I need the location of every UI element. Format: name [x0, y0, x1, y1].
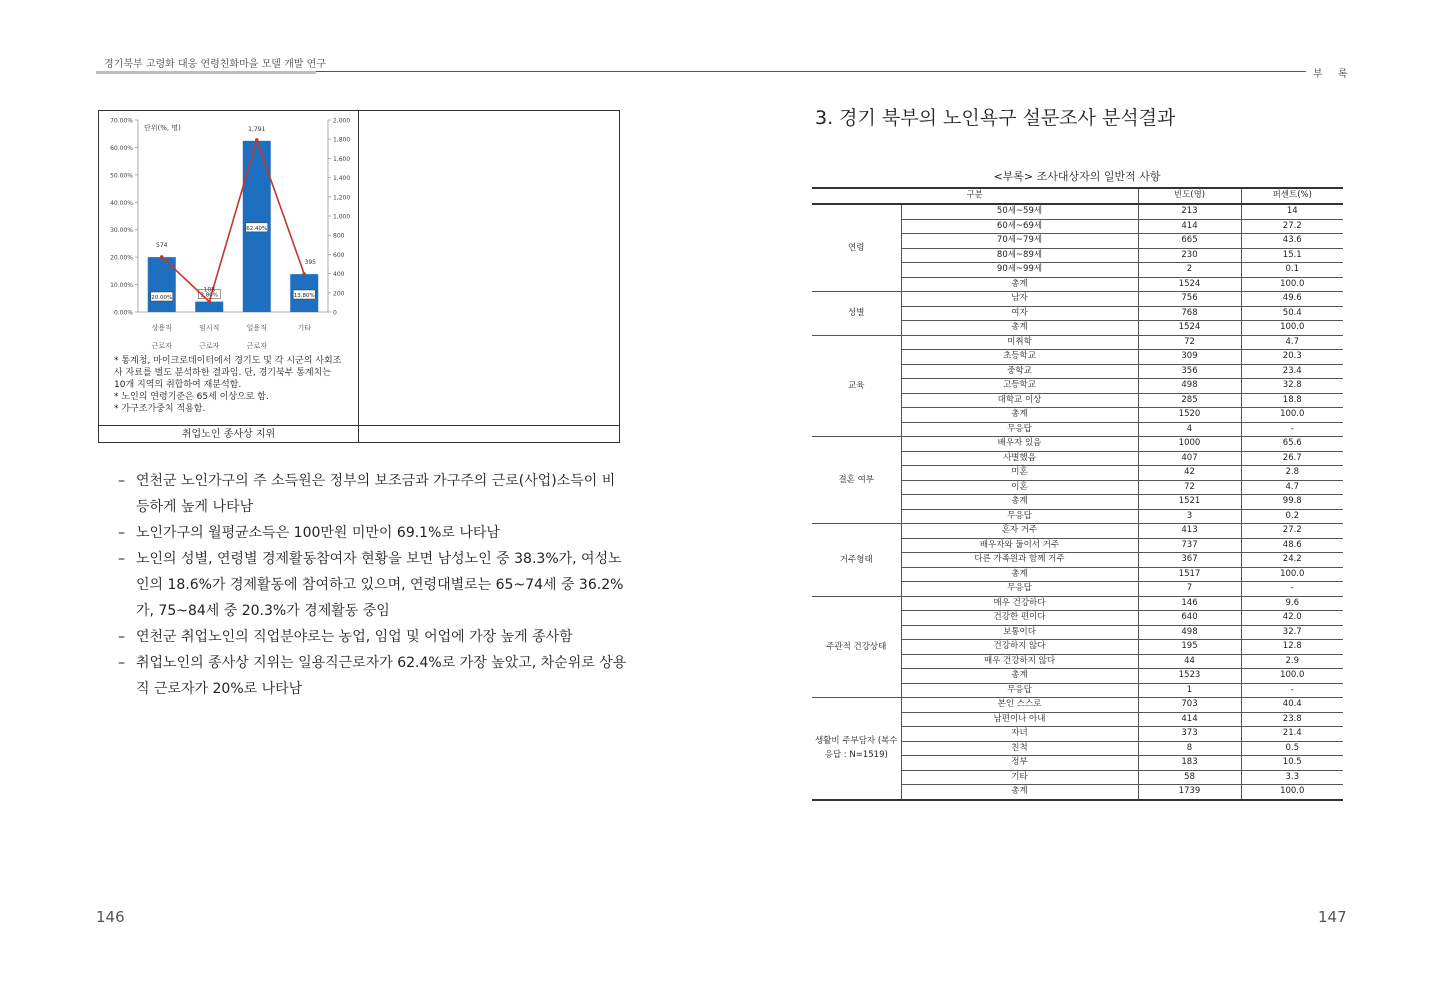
figure-note-line: * 통계청, 마이크로데이터에서 경기도 및 각 시군의 사회조	[114, 356, 342, 366]
table-row	[812, 596, 1343, 611]
table-cell-item: 여자	[901, 306, 1138, 321]
table-group-label: 생활비 주부담자 (복수응답 : N=1519)	[812, 698, 901, 800]
table-cell-item: 70세~79세	[901, 234, 1138, 249]
line-point	[207, 300, 211, 304]
table-cell-item: 총계	[901, 408, 1138, 423]
table-group-label: 거주형태	[812, 524, 901, 597]
table-cell-item: 무응답	[901, 683, 1138, 698]
table-cell-frequency: 146	[1138, 596, 1241, 611]
table-cell-frequency: 44	[1138, 654, 1241, 669]
figure-note-line: * 노인의 연령기준은 65세 이상으로 함.	[114, 392, 269, 402]
line-point	[255, 138, 259, 142]
table-cell-item: 중학교	[901, 364, 1138, 379]
table-cell-percent: 100.0	[1241, 567, 1343, 582]
table-cell-percent: 23.8	[1241, 712, 1343, 727]
bullet-list	[118, 468, 628, 702]
line-data-label: 395	[304, 259, 316, 267]
right-tick-label: 1,800	[333, 136, 351, 144]
section-label: 부 록	[1313, 69, 1354, 80]
right-tick-label: 2,000	[333, 117, 351, 125]
table-cell-item: 무응답	[901, 582, 1138, 597]
table-cell-frequency: 414	[1138, 712, 1241, 727]
table-cell-item: 남편이나 아내	[901, 712, 1138, 727]
table-cell-percent: 100.0	[1241, 408, 1343, 423]
table-cell-frequency: 703	[1138, 698, 1241, 713]
table-cell-frequency: 756	[1138, 292, 1241, 307]
table-cell-item: 총계	[901, 277, 1138, 292]
table-cell-frequency: 1739	[1138, 785, 1241, 800]
table-cell-percent: -	[1241, 582, 1343, 597]
table-cell-frequency: 1524	[1138, 277, 1241, 292]
table-title: <부록> 조사대상자의 일반적 사항	[993, 170, 1161, 183]
table-cell-frequency: 356	[1138, 364, 1241, 379]
section-title: 3. 경기 북부의 노인욕구 설문조사 분석결과	[815, 107, 1176, 129]
bullet-item: – 취업노인의 종사상 지위는 일용직근로자가 62.4%로 가장 높았고, 차순위로 상용직 근로자가 20%로 나타남	[118, 650, 628, 702]
table-header-category: 구분	[812, 188, 1138, 204]
table-cell-item: 고등학교	[901, 379, 1138, 394]
left-tick-label: 50.00%	[110, 172, 133, 180]
table-cell-item: 보통이다	[901, 625, 1138, 640]
table-cell-item: 무응답	[901, 422, 1138, 437]
table-cell-percent: 23.4	[1241, 364, 1343, 379]
table-group-label: 주관적 건강상태	[812, 596, 901, 698]
table-cell-percent: 40.4	[1241, 698, 1343, 713]
table-cell-frequency: 640	[1138, 611, 1241, 626]
table-cell-percent: 20.3	[1241, 350, 1343, 365]
table-cell-percent: 3.3	[1241, 770, 1343, 785]
table-cell-frequency: 1523	[1138, 669, 1241, 684]
line-data-label: 574	[156, 241, 168, 249]
right-tick-label: 1,600	[333, 155, 351, 163]
table-cell-percent: -	[1241, 422, 1343, 437]
table-cell-frequency: 183	[1138, 756, 1241, 771]
page-number-left: 146	[96, 908, 125, 926]
table-cell-item: 사별했음	[901, 451, 1138, 466]
table-cell-frequency: 414	[1138, 219, 1241, 234]
demographics-table	[812, 187, 1343, 801]
table-cell-frequency: 42	[1138, 466, 1241, 481]
running-title: 경기북부 고령화 대응 연령친화마을 모델 개발 연구	[104, 59, 326, 70]
table-cell-percent: 43.6	[1241, 234, 1343, 249]
table-cell-percent: 10.5	[1241, 756, 1343, 771]
bar-data-label: 20.00%	[151, 295, 173, 301]
table-group-label: 결혼 여부	[812, 437, 901, 524]
table-cell-item: 정부	[901, 756, 1138, 771]
table-cell-item: 90세~99세	[901, 263, 1138, 278]
left-tick-label: 40.00%	[110, 199, 133, 207]
right-tick-label: 1,400	[333, 175, 351, 183]
table-cell-percent: 0.2	[1241, 509, 1343, 524]
table-cell-item: 80세~89세	[901, 248, 1138, 263]
table-cell-percent: 27.2	[1241, 524, 1343, 539]
right-tick-label: 400	[333, 271, 345, 279]
table-cell-item: 총계	[901, 567, 1138, 582]
table-cell-percent: 15.1	[1241, 248, 1343, 263]
table-cell-frequency: 407	[1138, 451, 1241, 466]
table-cell-frequency: 7	[1138, 582, 1241, 597]
right-tick-label: 600	[333, 251, 345, 259]
table-cell-item: 60세~69세	[901, 219, 1138, 234]
table-cell-percent: 4.7	[1241, 480, 1343, 495]
table-group-label: 교육	[812, 335, 901, 437]
table-cell-item: 이혼	[901, 480, 1138, 495]
table-cell-item: 초등학교	[901, 350, 1138, 365]
table-row	[812, 292, 1343, 307]
bullet-item: – 연천군 노인가구의 주 소득원은 정부의 보조금과 가구주의 근로(사업)소득이 비등하게 높게 나타남	[118, 468, 628, 520]
table-cell-item: 총계	[901, 321, 1138, 336]
category-label: 일용직	[246, 324, 267, 332]
table-cell-item: 혼자 거주	[901, 524, 1138, 539]
line-point	[302, 272, 306, 276]
table-cell-item: 대학교 이상	[901, 393, 1138, 408]
table-group-label: 성별	[812, 292, 901, 336]
table-cell-item: 미취학	[901, 335, 1138, 350]
table-cell-frequency: 4	[1138, 422, 1241, 437]
table-cell-percent: 0.5	[1241, 741, 1343, 756]
table-cell-frequency: 72	[1138, 335, 1241, 350]
table-cell-item: 미혼	[901, 466, 1138, 481]
table-cell-frequency: 498	[1138, 625, 1241, 640]
table-cell-percent: -	[1241, 683, 1343, 698]
figure-note-line: 사 자료를 별도 분석하한 결과임. 단, 경기북부 통계치는	[114, 368, 332, 378]
employment-status-chart	[100, 112, 356, 352]
table-cell-item: 남자	[901, 292, 1138, 307]
figure-divider	[358, 110, 359, 443]
table-cell-percent: 99.8	[1241, 495, 1343, 510]
figure-notes	[114, 355, 354, 415]
table-cell-percent: 21.4	[1241, 727, 1343, 742]
bar-data-label: 13.80%	[293, 293, 315, 299]
bar-data-label: 3.80%	[200, 292, 218, 299]
left-tick-label: 20.00%	[110, 254, 133, 262]
category-label: 근로자	[199, 342, 220, 350]
page-number-right: 147	[1318, 908, 1347, 926]
table-cell-percent: 27.2	[1241, 219, 1343, 234]
header-rule-accent	[96, 71, 316, 74]
table-cell-percent: 65.6	[1241, 437, 1343, 452]
bullet-item: – 노인의 성별, 연령별 경제활동참여자 현황을 보면 남성노인 중 38.3%가, 여성노인의 18.6%가 경제활동에 참여하고 있으며, 연령대별로는 65~74세 중 36.2%가, 75~84세 중 20.3%가 경제활동 중임	[118, 546, 628, 624]
table-cell-item: 매우 건강하다	[901, 596, 1138, 611]
category-label: 기타	[297, 324, 312, 332]
left-tick-label: 60.00%	[110, 144, 133, 152]
left-tick-label: 0.00%	[113, 309, 133, 317]
table-row	[812, 335, 1343, 350]
table-cell-item: 건강한 편이다	[901, 611, 1138, 626]
unit-label: 단위(%, 명)	[144, 124, 181, 132]
table-cell-percent: 9.6	[1241, 596, 1343, 611]
table-cell-frequency: 2	[1138, 263, 1241, 278]
table-cell-percent: 18.8	[1241, 393, 1343, 408]
bullet-item: – 노인가구의 월평균소득은 100만원 미만이 69.1%로 나타남	[118, 520, 628, 546]
table-row	[812, 204, 1343, 219]
bullet-item: – 연천군 취업노인의 직업분야로는 농업, 임업 및 어업에 가장 높게 종사함	[118, 624, 628, 650]
table-cell-frequency: 367	[1138, 553, 1241, 568]
line-data-label: 108	[203, 286, 215, 294]
right-tick-label: 1,000	[333, 213, 351, 221]
table-cell-frequency: 665	[1138, 234, 1241, 249]
table-cell-item: 자녀	[901, 727, 1138, 742]
table-cell-frequency: 413	[1138, 524, 1241, 539]
table-cell-percent: 48.6	[1241, 538, 1343, 553]
table-cell-percent: 100.0	[1241, 785, 1343, 800]
bar-data-label: 62.40%	[246, 225, 268, 232]
right-tick-label: 200	[333, 290, 345, 298]
table-cell-frequency: 58	[1138, 770, 1241, 785]
table-cell-item: 총계	[901, 785, 1138, 800]
table-cell-item: 본인 스스로	[901, 698, 1138, 713]
table-cell-item: 50세~59세	[901, 204, 1138, 219]
table-cell-item: 다른 가족원과 함께 거주	[901, 553, 1138, 568]
table-cell-frequency: 1517	[1138, 567, 1241, 582]
table-cell-item: 총계	[901, 495, 1138, 510]
left-tick-label: 30.00%	[110, 227, 133, 235]
table-cell-item: 배우자 있음	[901, 437, 1138, 452]
table-cell-percent: 26.7	[1241, 451, 1343, 466]
table-row	[812, 698, 1343, 713]
table-header-percent: 퍼센트(%)	[1241, 188, 1343, 204]
table-group-label: 연령	[812, 204, 901, 292]
figure-note-line: * 가구조가중치 적용함.	[114, 404, 206, 414]
line-series	[162, 140, 305, 302]
table-cell-percent: 100.0	[1241, 669, 1343, 684]
table-cell-item: 총계	[901, 669, 1138, 684]
table-cell-item: 무응답	[901, 509, 1138, 524]
table-cell-percent: 32.8	[1241, 379, 1343, 394]
table-cell-percent: 0.1	[1241, 263, 1343, 278]
table-cell-percent: 100.0	[1241, 277, 1343, 292]
table-cell-frequency: 1520	[1138, 408, 1241, 423]
table-cell-frequency: 213	[1138, 204, 1241, 219]
table-cell-percent: 2.8	[1241, 466, 1343, 481]
table-cell-percent: 12.8	[1241, 640, 1343, 655]
table-cell-frequency: 8	[1138, 741, 1241, 756]
table-cell-percent: 2.9	[1241, 654, 1343, 669]
category-label: 근로자	[246, 342, 267, 350]
category-label: 임시직	[199, 324, 220, 332]
figure-caption: 취업노인 종사상 지위	[181, 429, 276, 440]
table-cell-item: 기타	[901, 770, 1138, 785]
table-cell-frequency: 1524	[1138, 321, 1241, 336]
table-cell-item: 친척	[901, 741, 1138, 756]
right-tick-label: 1,200	[333, 194, 351, 202]
category-label: 근로자	[151, 342, 172, 350]
table-row	[812, 524, 1343, 539]
table-cell-item: 매우 건강하지 않다	[901, 654, 1138, 669]
table-cell-percent: 100.0	[1241, 321, 1343, 336]
table-cell-frequency: 285	[1138, 393, 1241, 408]
table-cell-frequency: 3	[1138, 509, 1241, 524]
table-cell-frequency: 737	[1138, 538, 1241, 553]
table-cell-percent: 32.7	[1241, 625, 1343, 640]
table-cell-item: 배우자와 둘이서 거주	[901, 538, 1138, 553]
table-header-frequency: 빈도(명)	[1138, 188, 1241, 204]
table-cell-frequency: 195	[1138, 640, 1241, 655]
table-cell-frequency: 1000	[1138, 437, 1241, 452]
table-cell-percent: 14	[1241, 204, 1343, 219]
table-cell-frequency: 309	[1138, 350, 1241, 365]
table-cell-percent: 4.7	[1241, 335, 1343, 350]
right-tick-label: 800	[333, 232, 345, 240]
table-cell-percent: 42.0	[1241, 611, 1343, 626]
figure-note-line: 10개 지역의 취합하여 재분석함.	[114, 380, 242, 390]
right-tick-label: 0	[333, 309, 337, 317]
table-cell-percent: 50.4	[1241, 306, 1343, 321]
table-cell-frequency: 1	[1138, 683, 1241, 698]
category-label: 상용직	[151, 324, 172, 332]
table-cell-item: 건강하지 않다	[901, 640, 1138, 655]
left-tick-label: 10.00%	[110, 282, 133, 290]
table-cell-frequency: 72	[1138, 480, 1241, 495]
line-data-label: 1,791	[248, 126, 266, 134]
table-cell-frequency: 498	[1138, 379, 1241, 394]
table-cell-percent: 24.2	[1241, 553, 1343, 568]
table-cell-percent: 49.6	[1241, 292, 1343, 307]
table-row	[812, 437, 1343, 452]
table-cell-frequency: 1521	[1138, 495, 1241, 510]
line-point	[160, 255, 164, 259]
table-cell-frequency: 373	[1138, 727, 1241, 742]
table-cell-frequency: 768	[1138, 306, 1241, 321]
left-tick-label: 70.00%	[110, 117, 133, 125]
table-cell-frequency: 230	[1138, 248, 1241, 263]
